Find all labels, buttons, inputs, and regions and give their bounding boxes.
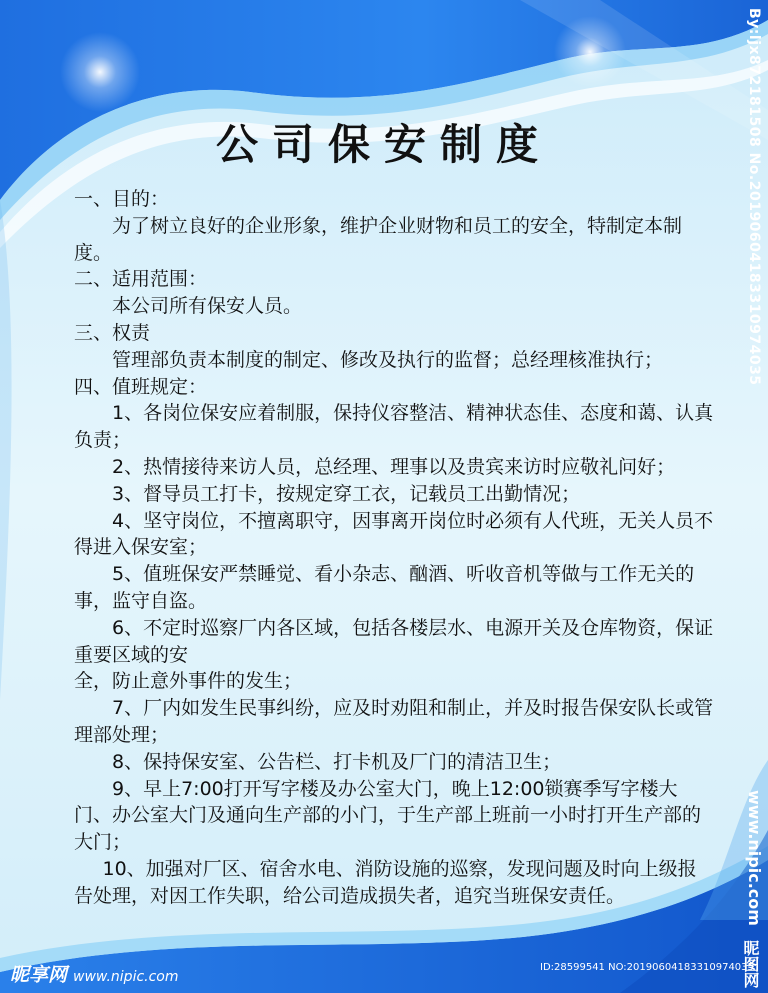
watermark-logo-url: www.nipic.com [73,969,179,985]
paragraph: 1、各岗位保安应着制服，保持仪容整洁、精神状态佳、态度和蔼、认真负责； [74,402,714,452]
paragraph: 为了树立良好的企业形象，维护企业财物和员工的安全，特制定本制度。 [74,214,683,264]
section-heading: 三、权责 [74,321,151,344]
section-heading: 四、值班规定： [74,375,208,398]
paragraph: 5、值班保安严禁睡觉、看小杂志、酗酒、听收音机等做与工作无关的事，监守自盗。 [74,563,695,612]
watermark-logo [10,960,179,987]
watermark-id: ID:28599541 NO:20190604183310974035 [540,962,754,973]
section-heading: 全，防止意外事件的发生； [74,670,303,693]
page-title: 公司保安制度 [215,120,552,169]
watermark-site: www.nipic.com [745,790,764,926]
paragraph: 9、早上7:00打开写字楼及办公室大门，晚上12:00锁赛季写字楼大门、办公室大门及通向生产部的小门，于生产部上班前一小时打开生产部的大门； [74,777,702,854]
paragraph: 10、加强对厂区、宿舍水电、消防设施的巡察，发现问题及时向上级报告处理，对因工作失职，给公司造成损失者，追究当班保安责任。 [74,857,697,907]
watermark-brand: 昵图网 [741,940,760,988]
paragraph: 7、厂内如发生民事纠纷，应及时劝阻和制止，并及时报告保安队长或管理部处理； [74,697,714,746]
paragraph: 3、督导员工打卡，按规定穿工衣，记载员工出勤情况； [112,482,581,505]
watermark-side-text: By:ljx872181508 No.20190604183310974035 [746,8,762,386]
watermark-logo-text: 昵享网 [10,964,68,986]
paragraph: 本公司所有保安人员。 [112,295,303,318]
section-heading: 二、适用范围： [74,268,208,291]
paragraph: 6、不定时巡察厂内各区域，包括各楼层水、电源开关及仓库物资，保证重要区域的安 [74,616,714,666]
document-body [74,186,714,910]
section-heading: 一、目的： [74,188,170,210]
paragraph: 8、保持保安室、公告栏、打卡机及厂门的清洁卫生； [112,750,562,773]
paragraph: 管理部负责本制度的制定、修改及执行的监督；总经理核准执行； [112,348,664,371]
paragraph: 4、坚守岗位，不擅离职守，因事离开岗位时必须有人代班，无关人员不得进入保安室； [74,509,714,559]
paragraph: 2、热情接待来访人员，总经理、理事以及贵宾来访时应敬礼问好； [112,455,676,478]
